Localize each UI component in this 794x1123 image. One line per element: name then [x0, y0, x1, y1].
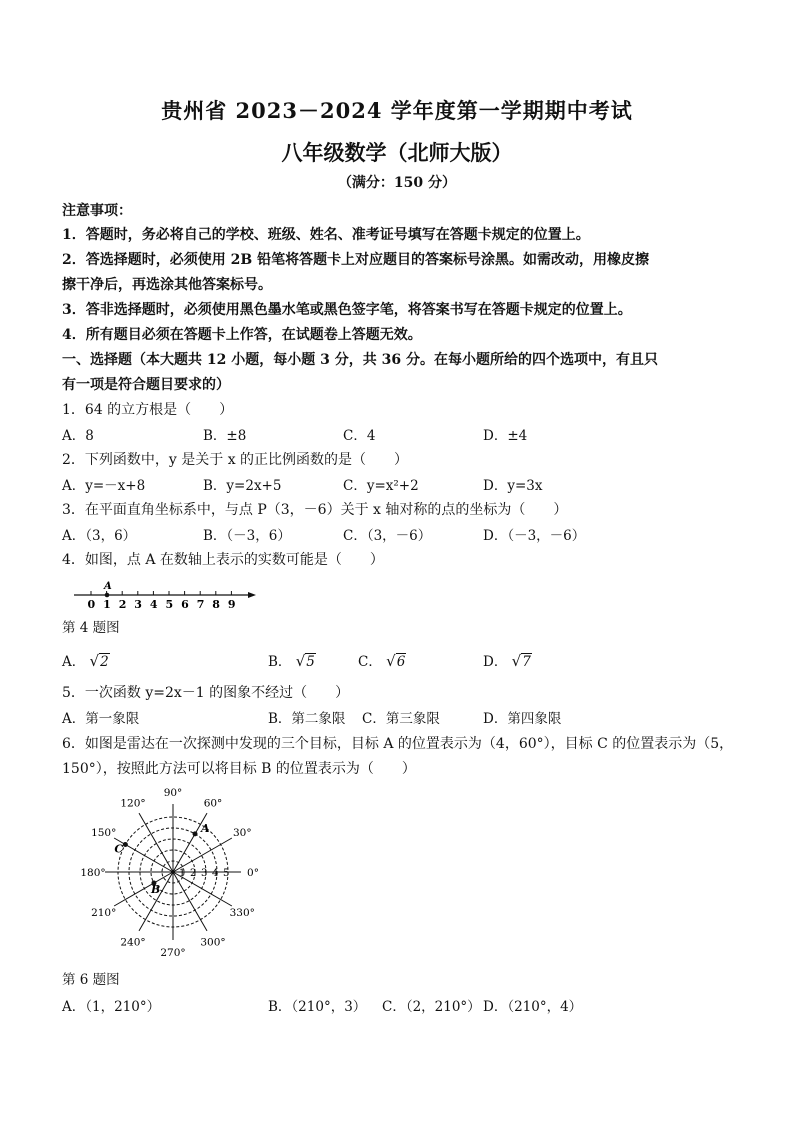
q6-option-c: C．（2，210°） [382, 999, 481, 1015]
tick-label-2: 2 [118, 598, 127, 611]
q5-stem: 5．一次函数 y=2x－1 的图象不经过（ ） [62, 685, 350, 701]
sqrt-7: √7 [511, 652, 531, 670]
exam-title: 贵州省 2023－2024 学年度第一学期期中考试 [161, 98, 633, 123]
tick-label-0: 0 [87, 598, 96, 611]
q6-option-d: D．（210°，4） [483, 999, 583, 1015]
q6-caption: 第 6 题图 [62, 972, 120, 988]
q1-stem: 1．64 的立方根是（ ） [62, 402, 234, 418]
q2-option-b: B．y=2x+5 [203, 478, 282, 494]
q2-option-c: C．y=x²+2 [343, 478, 419, 494]
target-a-label: A [201, 821, 210, 835]
number-line-figure [70, 578, 260, 612]
angle-label-210: 210° [91, 907, 117, 919]
q4-option-d [483, 650, 532, 670]
radar-ray-300 [173, 872, 207, 931]
sqrt-arg: 5 [306, 654, 315, 670]
tick-label-8: 8 [212, 598, 220, 611]
q5-option-a: A．第一象限 [62, 711, 140, 727]
notes-heading: 注意事项： [62, 203, 132, 219]
angle-label-330: 330° [229, 907, 255, 919]
ring-label-3: 3 [201, 868, 208, 879]
q4-option-a [62, 650, 110, 670]
q5-option-c: C．第三象限 [362, 711, 440, 727]
radar-ray-120 [139, 813, 173, 872]
target-a-dot [193, 831, 198, 836]
target-b-label: B [150, 883, 161, 896]
q4-option-d-label: D． [483, 654, 508, 670]
angle-label-60: 60° [203, 797, 223, 810]
q2-option-d: D．y=3x [483, 478, 543, 494]
q5-option-d: D．第四象限 [483, 711, 562, 727]
q3-option-b: B．（－3，6） [203, 528, 291, 544]
q3-option-c: C．（3，－6） [343, 528, 432, 544]
tick-label-5: 5 [165, 598, 174, 611]
angle-label-30: 30° [232, 827, 252, 839]
radar-ray-240 [139, 872, 173, 931]
note-3: 3．答非选择题时，必须使用黑色墨水笔或黑色签字笔，将答案书写在答题卡规定的位置上。 [62, 302, 632, 318]
sqrt-arg: 7 [522, 654, 531, 670]
ring-label-4: 4 [212, 868, 219, 879]
point-a-dot [105, 593, 110, 598]
q4-caption: 第 4 题图 [62, 620, 120, 636]
point-a-label: A [104, 581, 112, 592]
target-c-label: C [114, 842, 124, 856]
q4-option-c [358, 650, 406, 670]
q3-stem: 3．在平面直角坐标系中，与点 P（3，－6）关于 x 轴对称的点的坐标为（ ） [62, 502, 568, 518]
q3-option-d: D．（－3，－6） [483, 528, 586, 544]
q2-stem: 2．下列函数中，y 是关于 x 的正比例函数的是（ ） [62, 452, 409, 468]
q6-stem: 6．如图是雷达在一次探测中发现的三个目标，目标 A 的位置表示为（4，60°），目标 C 的位置表示为（5， [62, 736, 734, 752]
section-heading-cont: 有一项是符合题目要求的） [62, 377, 230, 393]
tick-label-4: 4 [149, 598, 158, 611]
q4-option-c-label: C． [358, 654, 382, 670]
note-1: 1．答题时，务必将自己的学校、班级、姓名、准考证号填写在答题卡规定的位置上。 [62, 227, 590, 243]
angle-label-150: 150° [91, 827, 117, 839]
number-line-arrow [248, 592, 256, 598]
sqrt-2: √2 [89, 652, 109, 670]
q4-option-a-label: A． [62, 654, 86, 670]
full-mark: （满分：150 分） [337, 175, 457, 191]
q1-option-d: D．±4 [483, 428, 528, 444]
q6-option-a: A．（1，210°） [62, 999, 161, 1015]
q6-stem-cont: 150°），按照此方法可以将目标 B 的位置表示为（ ） [62, 761, 416, 777]
q3-option-a: A．（3，6） [62, 528, 137, 544]
sqrt-arg: 6 [396, 654, 406, 670]
radar-ray-210 [114, 872, 173, 906]
q5-option-b: B．第二象限 [268, 711, 346, 727]
angle-label-90: 90° [163, 787, 183, 799]
target-c-dot [123, 842, 128, 847]
q4-option-b-label: B． [268, 654, 292, 670]
radar-ray-30 [173, 838, 232, 872]
radar-figure [66, 784, 276, 962]
section-heading: 一、选择题（本大题共 12 小题，每小题 3 分，共 36 分。在每小题所给的四个选项中，有且只 [62, 352, 658, 368]
tick-label-3: 3 [134, 598, 142, 611]
tick-label-9: 9 [227, 598, 236, 611]
sqrt-arg: 2 [100, 654, 109, 670]
note-2-cont: 擦干净后，再选涂其他答案标号。 [62, 277, 272, 293]
angle-label-120: 120° [120, 797, 146, 810]
q4-stem: 4．如图，点 A 在数轴上表示的实数可能是（ ） [62, 552, 384, 568]
q1-option-b: B．±8 [203, 428, 247, 444]
exam-subtitle: 八年级数学（北师大版） [281, 140, 513, 165]
note-2: 2．答选择题时，必须使用 2B 铅笔将答题卡上对应题目的答案标号涂黑。如需改动，用橡皮擦 [62, 252, 650, 268]
ring-label-2: 2 [190, 868, 197, 879]
q4-option-b [268, 650, 316, 670]
q6-option-b: B．（210°，3） [268, 999, 367, 1015]
q2-option-a: A．y=－x+8 [62, 478, 146, 494]
tick-label-6: 6 [181, 598, 189, 611]
angle-label-300: 300° [200, 936, 226, 949]
ring-label-1: 1 [179, 868, 186, 879]
tick-label-7: 7 [196, 598, 205, 611]
angle-label-180: 180° [80, 867, 106, 879]
note-4: 4．所有题目必须在答题卡上作答，在试题卷上答题无效。 [62, 327, 422, 343]
ring-label-5: 5 [223, 868, 230, 879]
sqrt-6: √6 [386, 652, 406, 670]
angle-label-240: 240° [120, 936, 146, 949]
tick-label-1: 1 [103, 598, 111, 611]
q1-option-c: C．4 [343, 428, 376, 444]
q1-option-a: A．8 [62, 428, 94, 444]
angle-label-270: 270° [160, 947, 186, 959]
sqrt-5: √5 [295, 652, 315, 670]
angle-label-0: 0° [247, 867, 259, 879]
